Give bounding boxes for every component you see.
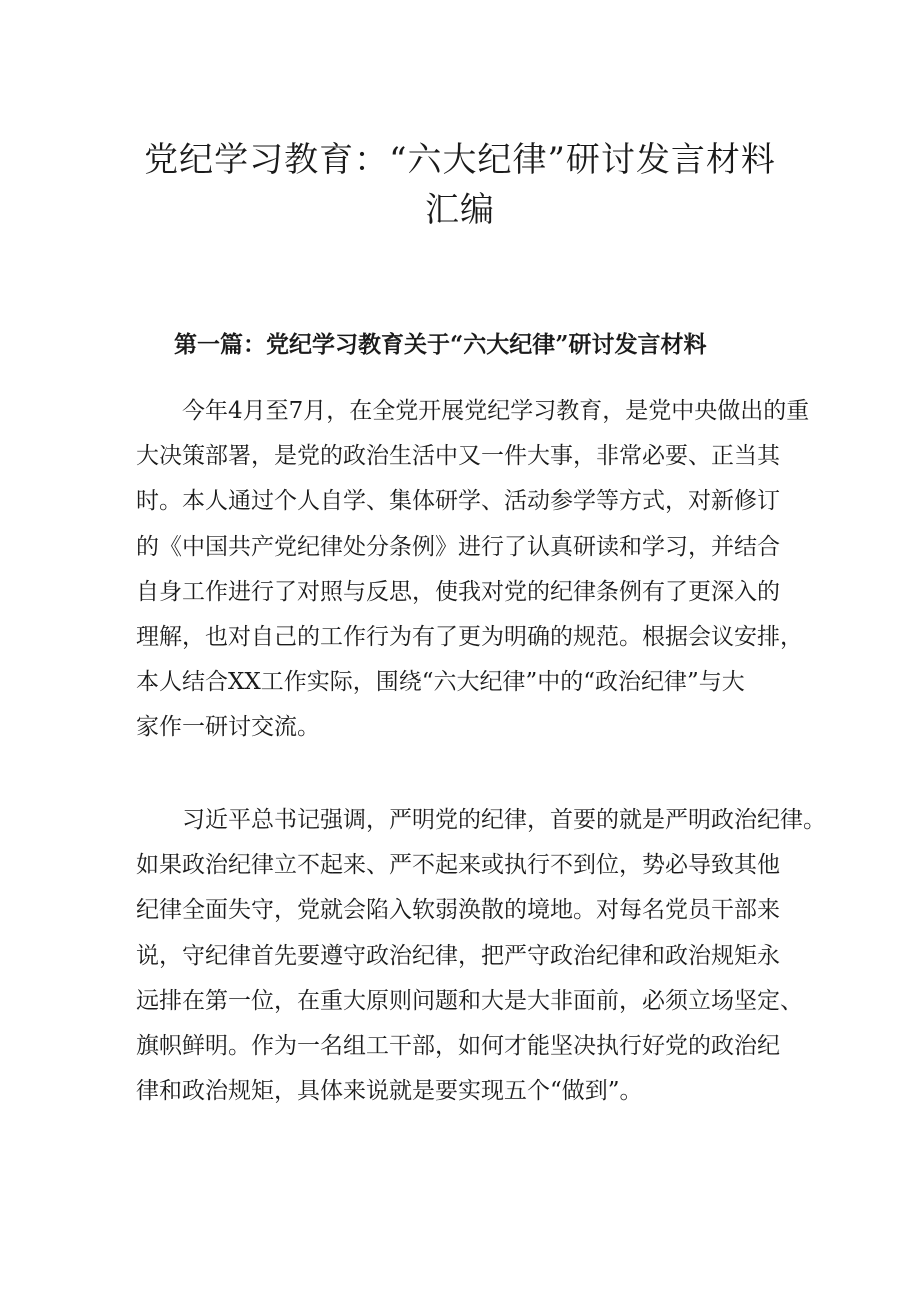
document-title-line-1: 党纪学习教育：“六大纪律”研讨发言材料	[144, 140, 776, 180]
paragraph-line: 纪律全面失守，党就会陷入软弱涣散的境地。对每名党员干部来	[136, 897, 780, 924]
paragraph-line: 的《中国共产党纪律处分条例》进行了认真研读和学习，并结合	[136, 533, 780, 560]
paragraph-line: 本人结合XX工作实际，围绕“六大纪律”中的“政治纪律”与大	[136, 669, 745, 696]
paragraph-line: 今年4月至7月，在全党开展党纪学习教育，是党中央做出的重	[182, 398, 810, 424]
paragraph-line: 大决策部署，是党的政治生活中又一件大事，非常必要、正当其	[136, 443, 780, 470]
paragraph-line: 习近平总书记强调，严明党的纪律，首要的就是严明政治纪律。	[182, 807, 826, 833]
paragraph-2	[136, 798, 826, 1114]
paragraph-line: 时。本人通过个人自学、集体研学、活动参学等方式，对新修订	[136, 488, 780, 515]
paragraph-line: 理解，也对自己的工作行为有了更为明确的规范。根据会议安排，	[136, 624, 803, 651]
paragraph-line: 远排在第一位，在重大原则问题和大是大非面前，必须立场坚定、	[136, 987, 803, 1014]
paragraph-line: 家作一研讨交流。	[136, 714, 320, 741]
paragraph-1	[136, 389, 810, 751]
document-title-line-2: 汇编	[425, 190, 495, 230]
paragraph-line: 如果政治纪律立不起来、严不起来或执行不到位，势必导致其他	[136, 852, 780, 879]
section-heading: 第一篇：党纪学习教育关于“六大纪律”研讨发言材料	[174, 331, 707, 358]
paragraph-line: 说，守纪律首先要遵守政治纪律，把严守政治纪律和政治规矩永	[136, 942, 780, 969]
paragraph-line: 律和政治规矩，具体来说就是要实现五个“做到”。	[136, 1078, 643, 1105]
paragraph-line: 自身工作进行了对照与反思，使我对党的纪律条例有了更深入的	[136, 578, 780, 605]
paragraph-line: 旗帜鲜明。作为一名组工干部，如何才能坚决执行好党的政治纪	[136, 1033, 780, 1060]
